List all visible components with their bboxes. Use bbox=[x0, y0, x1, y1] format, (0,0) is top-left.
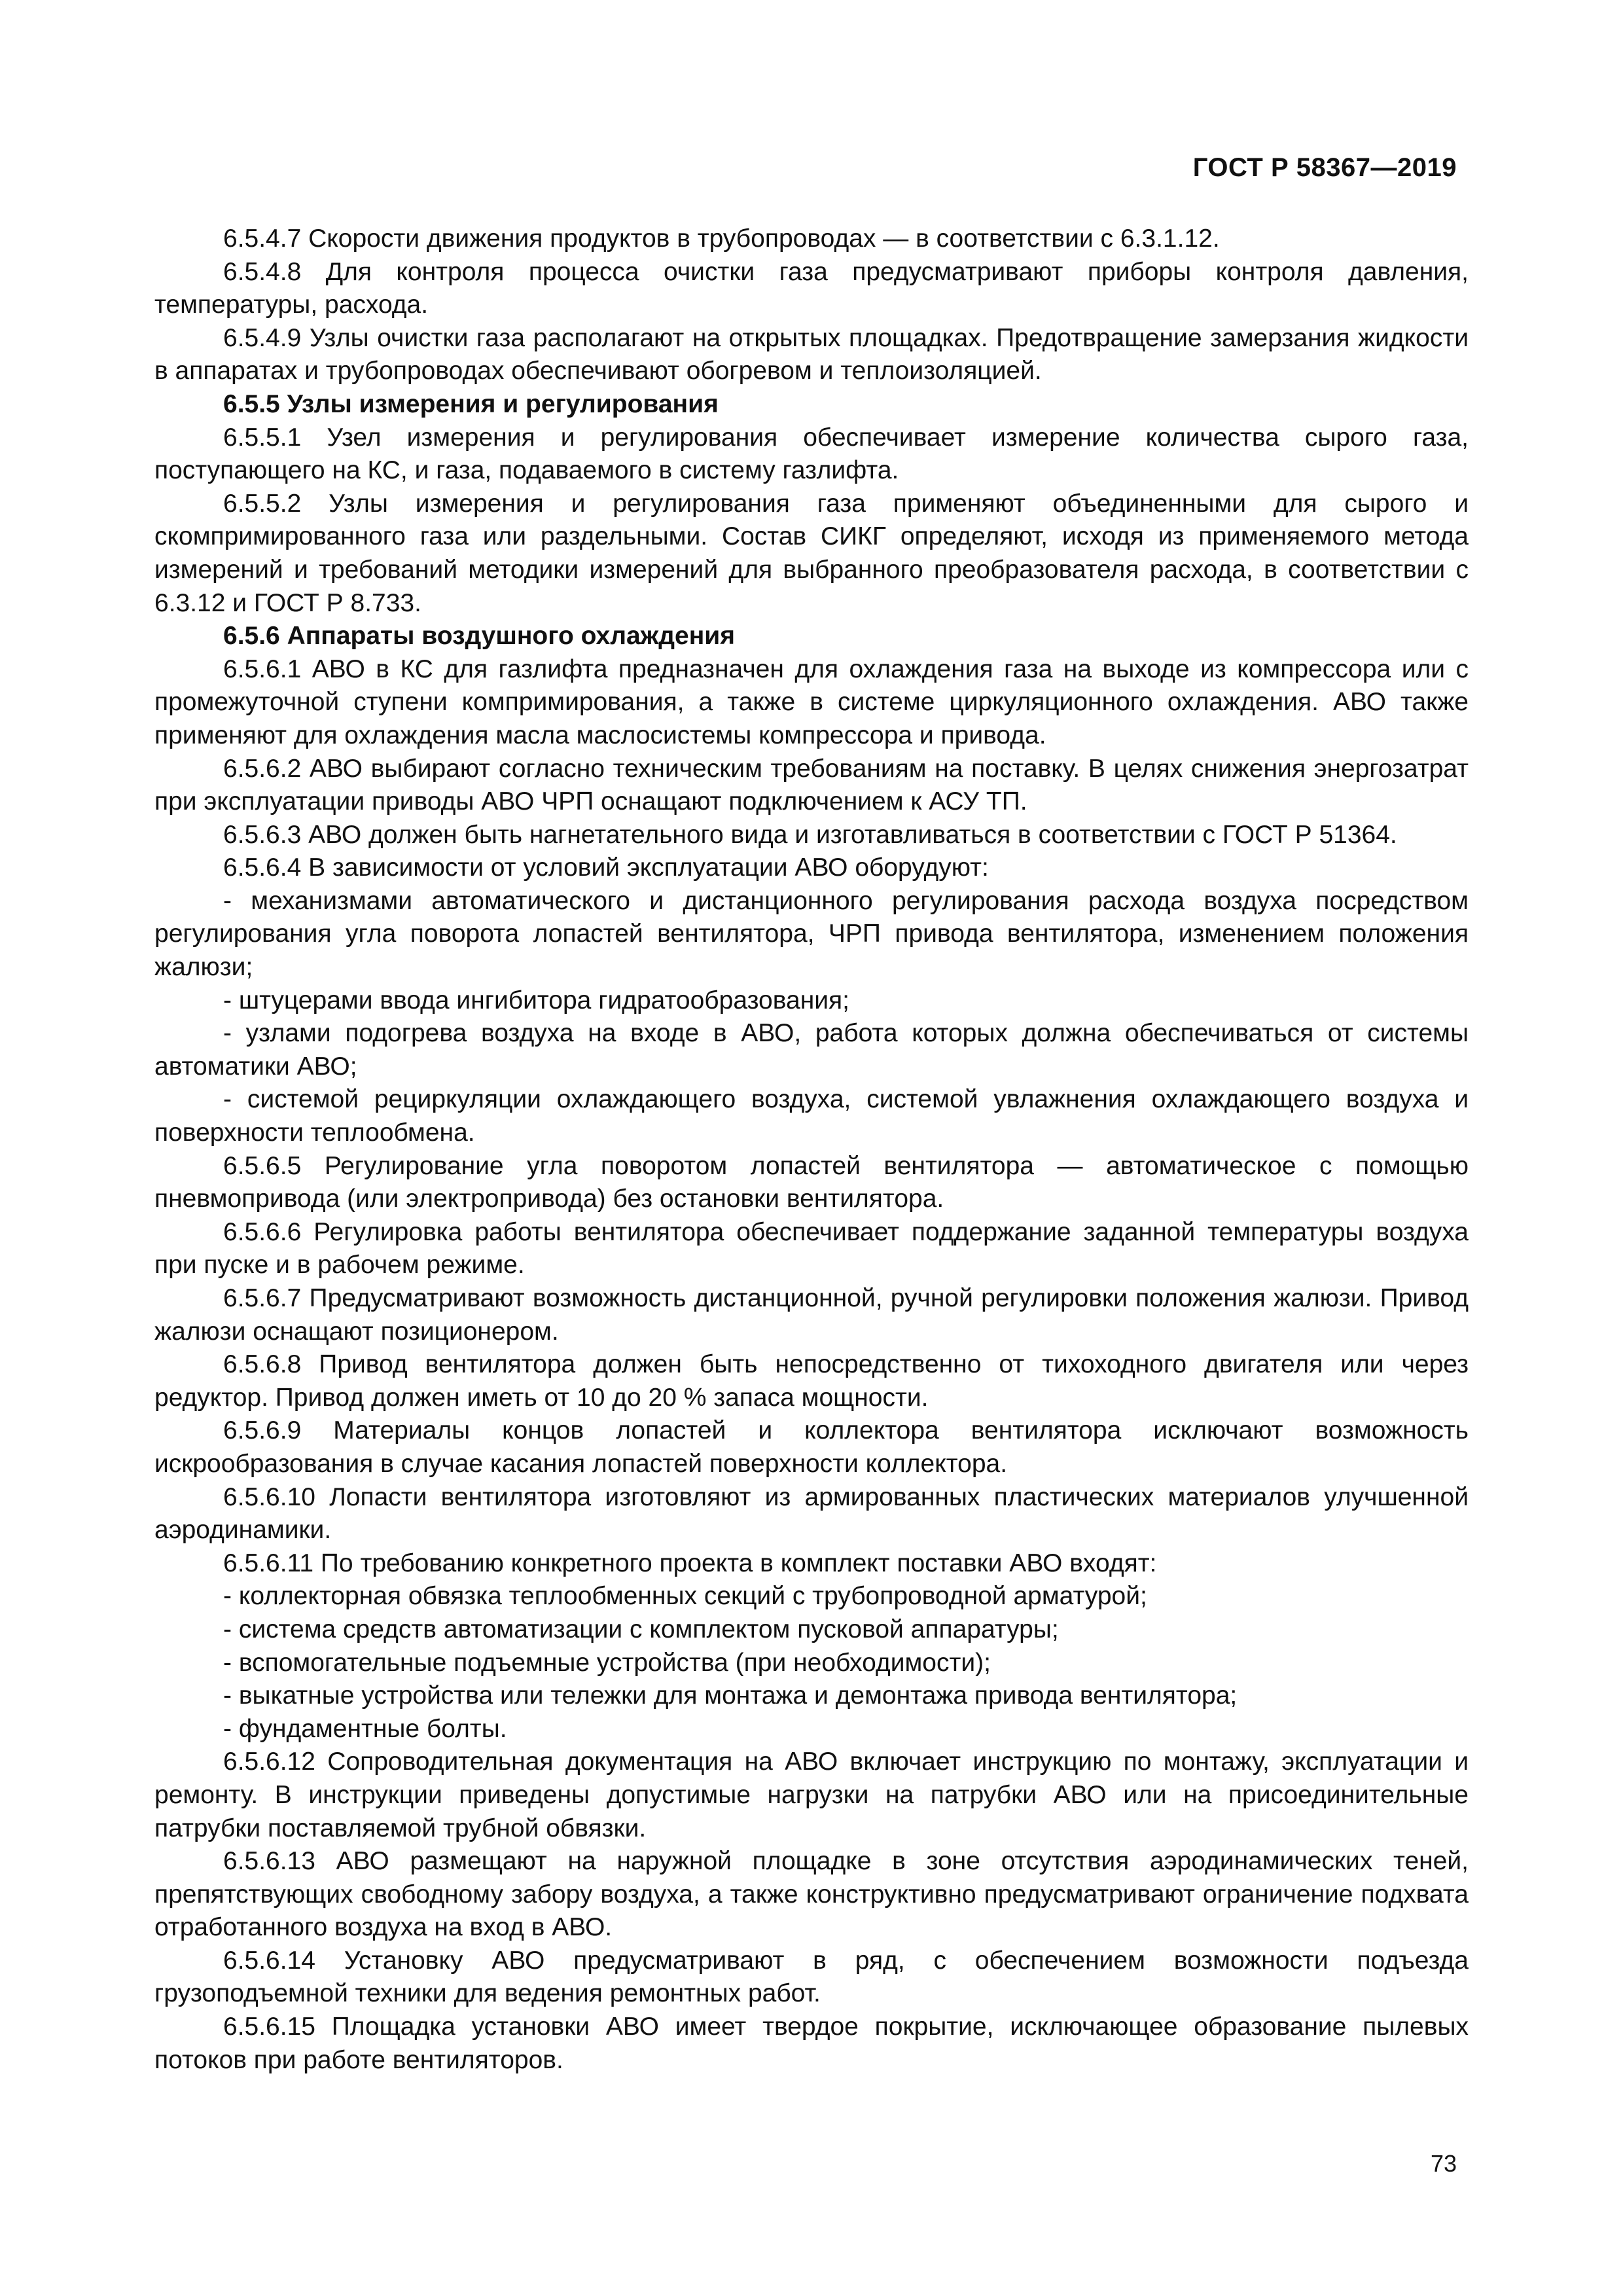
paragraph-6-5-5-1: 6.5.5.1 Узел измерения и регулирования обеспечивает измерение количества сырого газа, поступающего на КС, и газа, подаваемого в систему газлифта. bbox=[154, 423, 1469, 485]
paragraph-6-5-6-15: 6.5.6.15 Площадка установки АВО имеет твердое покрытие, исключающее образование пылевых потоков при работе вентиляторов. bbox=[154, 2013, 1469, 2074]
paragraph-6-5-6-10: 6.5.6.10 Лопасти вентилятора изготовляют из армированных пластических материалов улучшенной аэродинамики. bbox=[154, 1482, 1469, 1545]
paragraph-6-5-4-9: 6.5.4.9 Узлы очистки газа располагают на открытых площадках. Предотвращение замерзания жидкости в аппаратах и трубопроводах обеспечивают обогревом и теплоизоляцией. bbox=[154, 323, 1469, 386]
list-item: - система средств автоматизации с комплектом пусковой аппаратуры; bbox=[223, 1615, 1059, 1643]
list-item: - штуцерами ввода ингибитора гидратообразования; bbox=[223, 986, 849, 1014]
list-item: - фундаментные болты. bbox=[223, 1714, 507, 1743]
list-item: - выкатные устройства или тележки для монтажа и демонтажа привода вентилятора; bbox=[223, 1681, 1238, 1710]
document-header: ГОСТ Р 58367—2019 bbox=[1192, 153, 1457, 182]
paragraph-6-5-5-2: 6.5.5.2 Узлы измерения и регулирования газа применяют объединенными для сырого и скомпримированного газа или раздельными. Состав СИКГ определяют, исходя из применяемого метода измерений и требований методики измерений для выбранного преобразователя расхода, в соответствии с 6.3.12 и ГОСТ Р 8.733. bbox=[154, 489, 1469, 617]
paragraph-6-5-6-9: 6.5.6.9 Материалы концов лопастей и коллектора вентилятора исключают возможность искрообразования в случае касания лопастей поверхности коллектора. bbox=[154, 1416, 1469, 1478]
paragraph-6-5-6-7: 6.5.6.7 Предусматривают возможность дистанционной, ручной регулировки положения жалюзи. Привод жалюзи оснащают позиционером. bbox=[154, 1284, 1469, 1346]
page-number: 73 bbox=[1430, 2150, 1457, 2177]
paragraph-6-5-6-6: 6.5.6.6 Регулировка работы вентилятора обеспечивает поддержание заданной температуры воздуха при пуске и в рабочем режиме. bbox=[154, 1217, 1469, 1280]
paragraph-6-5-6-1: 6.5.6.1 АВО в КС для газлифта предназначен для охлаждения газа на выходе из компрессора или с промежуточной ступени компримирования, а также в системе циркуляционного охлаждения. АВО также применяют для охлаждения масла маслосистемы компрессора и привода. bbox=[154, 655, 1469, 749]
list-item: - вспомогательные подъемные устройства (при необходимости); bbox=[223, 1648, 991, 1677]
list-item: - коллекторная обвязка теплообменных секций с трубопроводной арматурой; bbox=[223, 1582, 1147, 1611]
paragraph-6-5-6-12: 6.5.6.12 Сопроводительная документация на АВО включает инструкцию по монтажу, эксплуатации и ремонту. В инструкции приведены допустимые нагрузки на патрубки АВО или на присоединительные патрубки поставляемой трубной обвязки. bbox=[154, 1748, 1469, 1842]
list-item: - механизмами автоматического и дистанционного регулирования расхода воздуха посредством регулирования угла поворота лопастей вентилятора, ЧРП привода вентилятора, изменением положения жалюзи; bbox=[154, 886, 1469, 982]
paragraph-6-5-6-11: 6.5.6.11 По требованию конкретного проекта в комплект поставки АВО входят: bbox=[223, 1549, 1157, 1577]
paragraph-6-5-4-8: 6.5.4.8 Для контроля процесса очистки газа предусматривают приборы контроля давления, температуры, расхода. bbox=[154, 257, 1469, 319]
list-item: - узлами подогрева воздуха на входе в АВО, работа которых должна обеспечиваться от системы автоматики АВО; bbox=[154, 1019, 1469, 1081]
paragraph-6-5-6-3: 6.5.6.3 АВО должен быть нагнетательного вида и изготавливаться в соответствии с ГОСТ Р 51364. bbox=[223, 820, 1397, 849]
paragraph-6-5-6-13: 6.5.6.13 АВО размещают на наружной площадке в зоне отсутствия аэродинамических теней, препятствующих свободному забору воздуха, а также конструктивно предусматривают ограничение подхвата отработанного воздуха на вход в АВО. bbox=[154, 1847, 1469, 1942]
section-heading-6-5-5: 6.5.5 Узлы измерения и регулирования bbox=[223, 389, 719, 418]
paragraph-6-5-6-8: 6.5.6.8 Привод вентилятора должен быть непосредственно от тихоходного двигателя или через редуктор. Привод должен иметь от 10 до 20 % запаса мощности. bbox=[154, 1350, 1469, 1412]
paragraph-6-5-6-14: 6.5.6.14 Установку АВО предусматривают в ряд, с обеспечением возможности подъезда грузоподъемной техники для ведения ремонтных работ. bbox=[154, 1946, 1469, 2008]
paragraph-6-5-4-7: 6.5.4.7 Скорости движения продуктов в трубопроводах — в соответствии с 6.3.1.12. bbox=[223, 224, 1220, 253]
paragraph-6-5-6-4: 6.5.6.4 В зависимости от условий эксплуатации АВО оборудуют: bbox=[223, 853, 989, 882]
paragraph-6-5-6-2: 6.5.6.2 АВО выбирают согласно техническим требованиям на поставку. В целях снижения энергозатрат при эксплуатации приводы АВО ЧРП оснащают подключением к АСУ ТП. bbox=[154, 754, 1469, 816]
list-item: - системой рециркуляции охлаждающего воздуха, системой увлажнения охлаждающего воздуха и поверхности теплообмена. bbox=[154, 1085, 1469, 1147]
document-body bbox=[154, 223, 1469, 2077]
paragraph-6-5-6-5: 6.5.6.5 Регулирование угла поворотом лопастей вентилятора — автоматическое с помощью пневмопривода (или электропривода) без остановки вентилятора. bbox=[154, 1151, 1469, 1213]
section-heading-6-5-6: 6.5.6 Аппараты воздушного охлаждения bbox=[223, 622, 736, 651]
